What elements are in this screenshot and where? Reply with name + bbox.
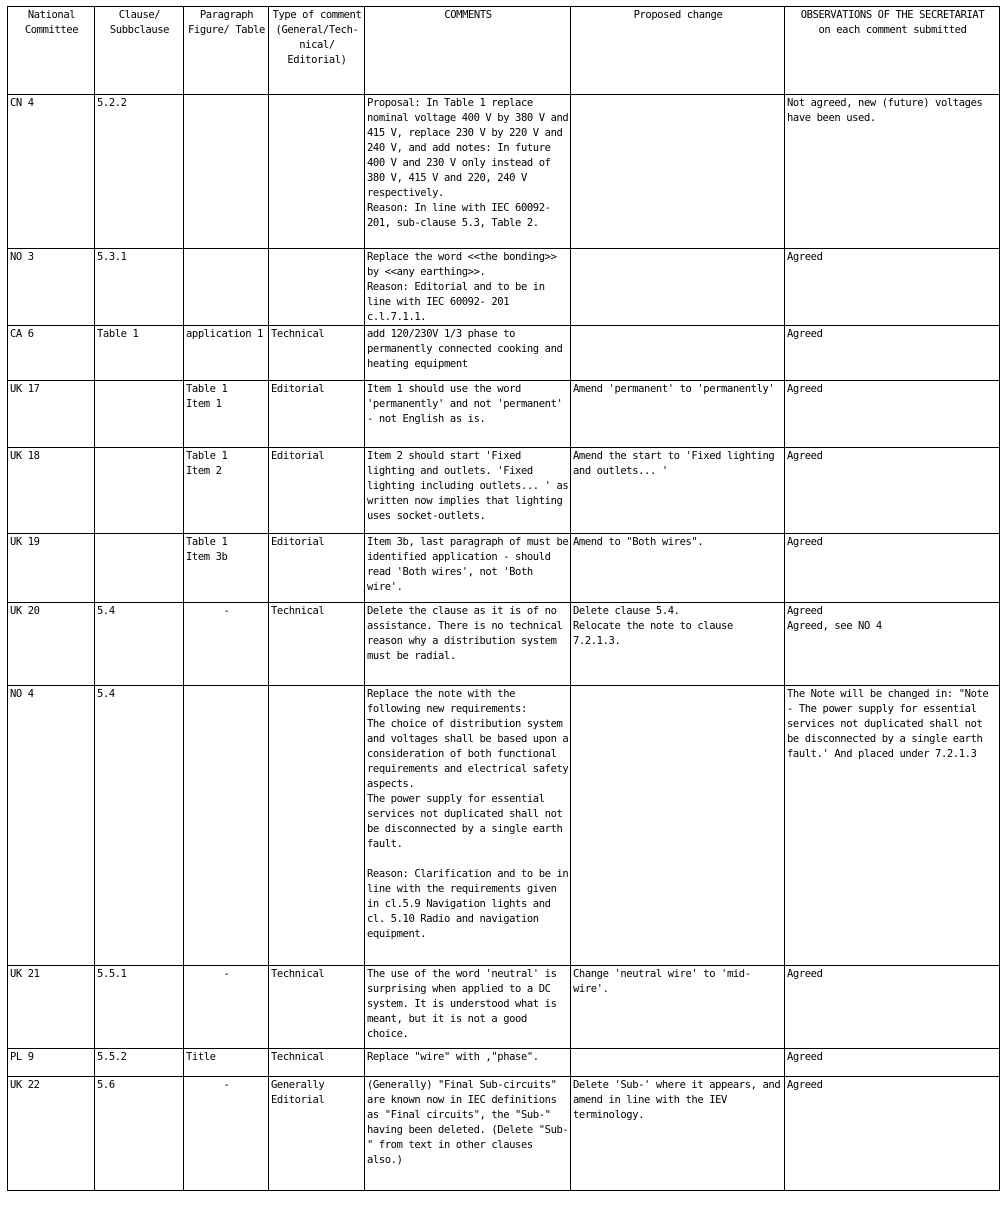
cell-clause: Table 1: [95, 326, 184, 381]
cell-committee: UK 18: [8, 448, 95, 534]
cell-type: [269, 95, 365, 249]
cell-observations: Not agreed, new (future) voltages have been used.: [785, 95, 1000, 249]
table-row: [8, 381, 1000, 448]
cell-comments: Item 2 should start 'Fixed lighting and outlets. 'Fixed lighting including outlets... ' as written now implies that lighting uses socket-outlets.: [365, 448, 571, 534]
cell-comments: The use of the word 'neutral' is surprising when applied to a DC system. It is understood what is meant, but it is not a good choice.: [365, 966, 571, 1049]
header-row: [8, 7, 1000, 95]
cell-paragraph: -: [184, 1077, 269, 1191]
cell-committee: UK 21: [8, 966, 95, 1049]
cell-comments: Item 3b, last paragraph of must be identified application - should read 'Both wires', not 'Both wire'.: [365, 534, 571, 603]
table-row: [8, 1049, 1000, 1077]
table-row: [8, 534, 1000, 603]
cell-committee: UK 20: [8, 603, 95, 686]
header-clause: Clause/ Subbclause: [95, 7, 184, 95]
header-proposed-change: Proposed change: [571, 7, 785, 95]
cell-clause: 5.5.1: [95, 966, 184, 1049]
cell-paragraph: Table 1 Item 3b: [184, 534, 269, 603]
cell-proposed-change: [571, 686, 785, 966]
cell-comments: Delete the clause as it is of no assistance. There is no technical reason why a distribution system must be radial.: [365, 603, 571, 686]
cell-comments: (Generally) "Final Sub-circuits" are known now in IEC definitions as "Final circuits", the "Sub-" having been deleted. (Delete "Sub-" from text in other clauses also.): [365, 1077, 571, 1191]
cell-observations: Agreed: [785, 326, 1000, 381]
cell-proposed-change: Amend to "Both wires".: [571, 534, 785, 603]
cell-type: Technical: [269, 326, 365, 381]
cell-paragraph: Table 1 Item 1: [184, 381, 269, 448]
table-row: [8, 326, 1000, 381]
comments-table: [7, 6, 1000, 1191]
table-row: [8, 686, 1000, 966]
cell-committee: UK 22: [8, 1077, 95, 1191]
cell-clause: 5.4: [95, 603, 184, 686]
cell-type: [269, 686, 365, 966]
cell-comments: Replace "wire" with ,"phase".: [365, 1049, 571, 1077]
cell-committee: NO 4: [8, 686, 95, 966]
cell-observations: Agreed: [785, 1049, 1000, 1077]
cell-clause: [95, 381, 184, 448]
header-national-committee: National Committee: [8, 7, 95, 95]
cell-proposed-change: Amend 'permanent' to 'permanently': [571, 381, 785, 448]
cell-clause: 5.2.2: [95, 95, 184, 249]
cell-observations: Agreed: [785, 1077, 1000, 1191]
cell-observations: Agreed Agreed, see NO 4: [785, 603, 1000, 686]
cell-observations: Agreed: [785, 381, 1000, 448]
cell-type: Technical: [269, 603, 365, 686]
cell-comments: Item 1 should use the word 'permanently' and not 'permanent' - not English as is.: [365, 381, 571, 448]
comments-sheet: [7, 6, 1000, 1191]
header-observations: OBSERVATIONS OF THE SECRETARIAT on each comment submitted: [785, 7, 1000, 95]
cell-paragraph: -: [184, 966, 269, 1049]
table-row: [8, 1077, 1000, 1191]
cell-paragraph: -: [184, 603, 269, 686]
cell-proposed-change: [571, 326, 785, 381]
cell-comments: add 120/230V 1/3 phase to permanently connected cooking and heating equipment: [365, 326, 571, 381]
cell-type: Technical: [269, 966, 365, 1049]
cell-type: Generally Editorial: [269, 1077, 365, 1191]
cell-paragraph: Title: [184, 1049, 269, 1077]
cell-type: Editorial: [269, 534, 365, 603]
cell-observations: The Note will be changed in: "Note - The power supply for essential services not duplicated shall not be disconnected by a single earth fault.' And placed under 7.2.1.3: [785, 686, 1000, 966]
cell-proposed-change: Delete 'Sub-' where it appears, and amend in line with the IEV terminology.: [571, 1077, 785, 1191]
cell-clause: 5.3.1: [95, 249, 184, 326]
cell-proposed-change: [571, 95, 785, 249]
table-row: [8, 448, 1000, 534]
cell-proposed-change: Change 'neutral wire' to 'mid-wire'.: [571, 966, 785, 1049]
cell-paragraph: [184, 686, 269, 966]
cell-observations: Agreed: [785, 249, 1000, 326]
cell-committee: UK 19: [8, 534, 95, 603]
header-comments: COMMENTS: [365, 7, 571, 95]
header-paragraph: Paragraph Figure/ Table: [184, 7, 269, 95]
cell-clause: 5.4: [95, 686, 184, 966]
cell-committee: NO 3: [8, 249, 95, 326]
cell-comments: Proposal: In Table 1 replace nominal voltage 400 V by 380 V and 415 V, replace 230 V by 220 V and 240 V, and add notes: In future 400 V and 230 V only instead of 380 V, 415 V and 220, 240 V respectively. Reason: In line with IEC 60092-201, sub-clause 5.3, Table 2.: [365, 95, 571, 249]
cell-paragraph: Table 1 Item 2: [184, 448, 269, 534]
cell-committee: PL 9: [8, 1049, 95, 1077]
cell-type: Editorial: [269, 381, 365, 448]
header-type-of-comment: Type of comment (General/Tech- nical/ Editorial): [269, 7, 365, 95]
cell-paragraph: [184, 249, 269, 326]
table-row: [8, 95, 1000, 249]
cell-proposed-change: [571, 1049, 785, 1077]
cell-committee: UK 17: [8, 381, 95, 448]
cell-observations: Agreed: [785, 534, 1000, 603]
cell-comments: Replace the word <<the bonding>> by <<any earthing>>. Reason: Editorial and to be in line with IEC 60092- 201 c.l.7.1.1.: [365, 249, 571, 326]
cell-proposed-change: [571, 249, 785, 326]
table-row: [8, 966, 1000, 1049]
cell-clause: [95, 534, 184, 603]
cell-proposed-change: Delete clause 5.4. Relocate the note to clause 7.2.1.3.: [571, 603, 785, 686]
cell-type: Editorial: [269, 448, 365, 534]
cell-comments: Replace the note with the following new requirements: The choice of distribution system and voltages shall be based upon a consideration of both functional requirements and electrical safety aspects. The power supply for essential services not duplicated shall not be disconnected by a single earth fault. Reason: Clarification and to be in line with the requirements given in cl.5.9 Navigation lights and cl. 5.10 Radio and navigation equipment.: [365, 686, 571, 966]
cell-proposed-change: Amend the start to 'Fixed lighting and outlets... ': [571, 448, 785, 534]
cell-observations: Agreed: [785, 448, 1000, 534]
cell-paragraph: application 1: [184, 326, 269, 381]
cell-committee: CN 4: [8, 95, 95, 249]
cell-observations: Agreed: [785, 966, 1000, 1049]
cell-type: Technical: [269, 1049, 365, 1077]
table-row: [8, 249, 1000, 326]
cell-committee: CA 6: [8, 326, 95, 381]
cell-paragraph: [184, 95, 269, 249]
cell-clause: 5.5.2: [95, 1049, 184, 1077]
cell-clause: [95, 448, 184, 534]
cell-clause: 5.6: [95, 1077, 184, 1191]
table-row: [8, 603, 1000, 686]
cell-type: [269, 249, 365, 326]
